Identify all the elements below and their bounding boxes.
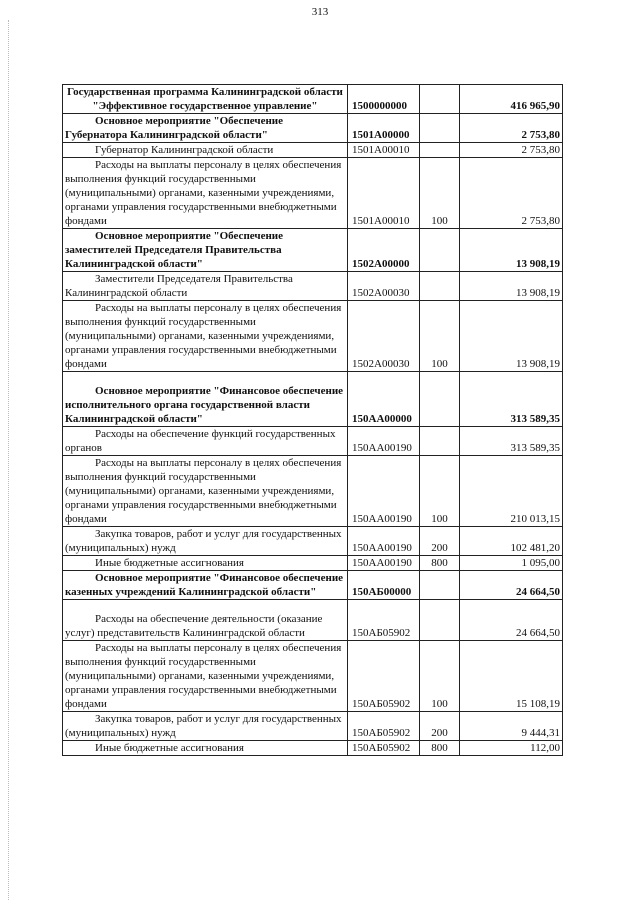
row-name-cell: Заместители Председателя Правительства Калининградской области xyxy=(63,272,348,301)
row-code-cell: 1502А00030 xyxy=(348,272,420,301)
row-vr-cell: 100 xyxy=(420,301,460,372)
row-sum-cell: 2 753,80 xyxy=(460,143,563,158)
row-name-cell: Закупка товаров, работ и услуг для государственных (муниципальных) нужд xyxy=(63,712,348,741)
row-vr-cell: 100 xyxy=(420,158,460,229)
budget-table xyxy=(62,84,563,756)
row-sum-cell: 2 753,80 xyxy=(460,114,563,143)
row-sum-cell: 13 908,19 xyxy=(460,272,563,301)
row-sum-cell: 112,00 xyxy=(460,741,563,756)
page-number: 313 xyxy=(311,6,329,18)
row-sum-cell: 9 444,31 xyxy=(460,712,563,741)
row-name-cell: Иные бюджетные ассигнования xyxy=(63,741,348,756)
table-row xyxy=(63,301,563,372)
scan-edge-line xyxy=(8,20,9,900)
table-row xyxy=(63,456,563,527)
table-row xyxy=(63,556,563,571)
table-row xyxy=(63,527,563,556)
row-code-cell: 150АА00190 xyxy=(348,556,420,571)
row-sum-cell: 1 095,00 xyxy=(460,556,563,571)
table-row xyxy=(63,85,563,114)
row-sum-cell: 313 589,35 xyxy=(460,427,563,456)
row-vr-cell: 800 xyxy=(420,556,460,571)
row-code-cell: 1501А00000 xyxy=(348,114,420,143)
row-vr-cell xyxy=(420,143,460,158)
row-name-cell: Расходы на выплаты персоналу в целях обеспечения выполнения функций государственными (муниципальными) органами, казенными учреждениями, органами управления государственными внебюджетными фондами xyxy=(63,301,348,372)
row-code-cell: 1500000000 xyxy=(348,85,420,114)
row-code-cell: 150АА00000 xyxy=(348,372,420,427)
row-sum-cell: 210 013,15 xyxy=(460,456,563,527)
row-sum-cell: 13 908,19 xyxy=(460,229,563,272)
table-row xyxy=(63,600,563,641)
row-code-cell: 150АБ05902 xyxy=(348,641,420,712)
row-sum-cell: 2 753,80 xyxy=(460,158,563,229)
row-vr-cell: 200 xyxy=(420,527,460,556)
table-row xyxy=(63,571,563,600)
row-sum-cell: 24 664,50 xyxy=(460,571,563,600)
row-vr-cell: 800 xyxy=(420,741,460,756)
row-code-cell: 150АБ05902 xyxy=(348,600,420,641)
row-name-cell: Расходы на обеспечение деятельности (оказание услуг) представительств Калининградской области xyxy=(63,600,348,641)
row-code-cell: 150АА00190 xyxy=(348,456,420,527)
table-row xyxy=(63,143,563,158)
row-name-cell: Основное мероприятие "Финансовое обеспечение казенных учреждений Калининградской области" xyxy=(63,571,348,600)
table-row xyxy=(63,272,563,301)
row-name-cell: Иные бюджетные ассигнования xyxy=(63,556,348,571)
table-row xyxy=(63,158,563,229)
row-code-cell: 1501А00010 xyxy=(348,158,420,229)
row-code-cell: 150АБ05902 xyxy=(348,741,420,756)
row-code-cell: 150АБ05902 xyxy=(348,712,420,741)
row-name-cell: Основное мероприятие "Обеспечение заместителей Председателя Правительства Калининградской области" xyxy=(63,229,348,272)
table-row xyxy=(63,229,563,272)
row-vr-cell xyxy=(420,229,460,272)
row-vr-cell xyxy=(420,600,460,641)
row-sum-cell: 102 481,20 xyxy=(460,527,563,556)
budget-table-body xyxy=(63,85,563,756)
table-row xyxy=(63,114,563,143)
row-vr-cell xyxy=(420,427,460,456)
row-name-cell: Расходы на выплаты персоналу в целях обеспечения выполнения функций государственными (муниципальными) органами, казенными учреждениями, органами управления государственными внебюджетными фондами xyxy=(63,158,348,229)
row-vr-cell xyxy=(420,85,460,114)
row-sum-cell: 416 965,90 xyxy=(460,85,563,114)
row-vr-cell: 100 xyxy=(420,456,460,527)
row-sum-cell: 313 589,35 xyxy=(460,372,563,427)
row-name-cell: Губернатор Калининградской области xyxy=(63,143,348,158)
row-vr-cell xyxy=(420,272,460,301)
row-name-cell: Расходы на обеспечение функций государственных органов xyxy=(63,427,348,456)
row-code-cell: 1501А00010 xyxy=(348,143,420,158)
row-vr-cell xyxy=(420,372,460,427)
table-row xyxy=(63,372,563,427)
row-name-cell: Расходы на выплаты персоналу в целях обеспечения выполнения функций государственными (муниципальными) органами, казенными учреждениями, органами управления государственными внебюджетными фондами xyxy=(63,456,348,527)
row-code-cell: 1502А00000 xyxy=(348,229,420,272)
row-vr-cell xyxy=(420,571,460,600)
row-code-cell: 1502А00030 xyxy=(348,301,420,372)
row-name-cell: Основное мероприятие "Финансовое обеспечение исполнительного органа государственной власти Калининградской области" xyxy=(63,372,348,427)
row-code-cell: 150АА00190 xyxy=(348,527,420,556)
row-vr-cell xyxy=(420,114,460,143)
row-vr-cell: 200 xyxy=(420,712,460,741)
row-code-cell: 150АА00190 xyxy=(348,427,420,456)
row-name-cell: Закупка товаров, работ и услуг для государственных (муниципальных) нужд xyxy=(63,527,348,556)
table-row xyxy=(63,741,563,756)
table-row xyxy=(63,427,563,456)
row-sum-cell: 13 908,19 xyxy=(460,301,563,372)
row-vr-cell: 100 xyxy=(420,641,460,712)
row-sum-cell: 24 664,50 xyxy=(460,600,563,641)
row-name-cell: Государственная программа Калининградской области "Эффективное государственное управление" xyxy=(63,85,348,114)
row-code-cell: 150АБ00000 xyxy=(348,571,420,600)
row-sum-cell: 15 108,19 xyxy=(460,641,563,712)
row-name-cell: Расходы на выплаты персоналу в целях обеспечения выполнения функций государственными (муниципальными) органами, казенными учреждениями, органами управления государственными внебюджетными фондами xyxy=(63,641,348,712)
row-name-cell: Основное мероприятие "Обеспечение Губернатора Калининградской области" xyxy=(63,114,348,143)
table-row xyxy=(63,641,563,712)
table-row xyxy=(63,712,563,741)
